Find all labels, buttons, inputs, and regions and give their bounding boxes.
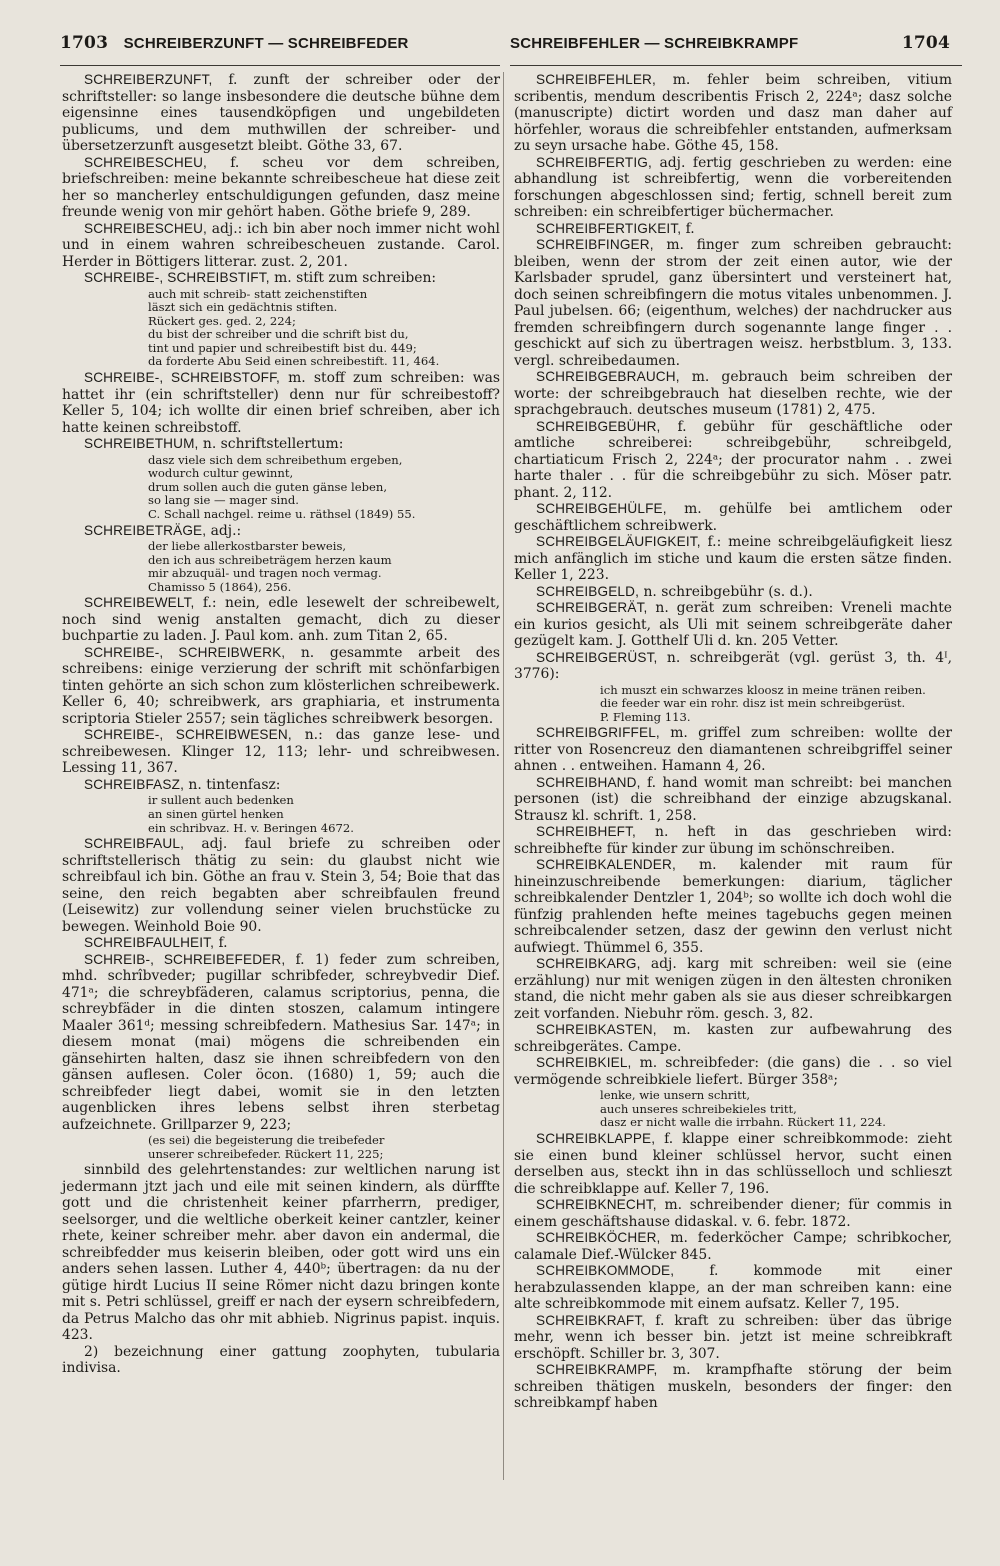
entry-definition: n. gerät zum schreiben: Vreneli machte ein kurios gesicht, als Uli mit seinem schreibgeräte daher gezügelt kam. J. Gotthelf Uli d. kn. 205 Vetter. <box>514 600 953 649</box>
entry-headword: SCHREIBHEFT, <box>536 824 636 840</box>
dictionary-entry <box>62 72 500 155</box>
dictionary-entry <box>62 270 500 287</box>
entry-definition: f. klappe einer schreibkommode: zieht sie einen bund kleiner schlüssel hervor, sucht einen derselben aus, steckt ihn in das schlüsselloch und schlieszt die schreibklappe auf. Keller 7, 196. <box>514 1131 952 1197</box>
dictionary-entry <box>62 645 500 728</box>
entry-definition: m. finger zum schreiben gebraucht: bleiben, wenn der strom der zeit einen autor, wie der Karlsbader sprudel, ganz übersintert und versteinert hat, doch seinen schreibfingern die motus vitales unbenommen. J. Paul jubelsen. 66; (eigenthum, welches) der nachdrucker aus fremden schreibfingern durch sogenannte lange finger . . geschickt auf sich zu übertragen weisz. herbstblum. 3, 133. vergl. schreibedaumen. <box>514 237 952 369</box>
dictionary-entry <box>514 501 952 534</box>
quotation-line: tint und papier und schreibestift bist du. 449; <box>148 340 417 355</box>
entry-headword: SCHREIBKIEL, <box>536 1055 632 1071</box>
dictionary-entry <box>514 72 952 155</box>
dictionary-entry <box>514 824 952 857</box>
dictionary-entry <box>514 1197 952 1230</box>
quotation-line: läszt sich ein gedächtnis stiften. <box>148 300 338 315</box>
entry-headword: SCHREIBFERTIGKEIT, <box>536 220 682 236</box>
dictionary-entry <box>62 221 500 271</box>
entry-definition: n. heft in das geschrieben wird: schreibhefte für kinder zur übung im schönschreiben. <box>514 824 952 857</box>
entry-definition: f. hand womit man schreibt: bei manchen personen (ist) die schreibhand der einzige abzugskanal. Strausz kl. schrift. 1, 258. <box>514 774 952 824</box>
entry-headword: SCHREIBERZUNFT, <box>84 72 213 87</box>
entry-definition: f.: meine schreibgeläufigkeit liesz mich anfänglich im stiche und kaum die ersten sätze finden. Keller 1, 223. <box>514 534 952 583</box>
entry-headword: SCHREIBGERÄT, <box>536 600 648 615</box>
entry-headword: SCHREIBFEHLER, <box>536 72 656 87</box>
quotation-line: auch mit schreib- statt zeichenstiften <box>148 286 368 301</box>
dictionary-entry <box>514 1131 952 1197</box>
dictionary-entry <box>514 1313 952 1363</box>
dictionary-entry <box>514 1022 952 1055</box>
dictionary-entry <box>514 650 952 683</box>
dictionary-entry <box>514 775 952 825</box>
quotation-line: (es sei) die begeisterung die treibefeder <box>148 1133 385 1148</box>
quotation-line: der liebe allerkostbarster beweis, <box>148 539 347 554</box>
entry-headword: SCHREIBKALENDER, <box>536 857 676 873</box>
entry-definition: adj. karg mit schreiben: weil sie (eine erzählung) nur mit wenigen zügen in den ältesten chroniken stand, die nicht mehr gaben als sie aus dieser schreibkargen zeit vorfanden. Niebuhr röm. gesch. 3, 82. <box>514 956 953 1022</box>
entry-headword: SCHREIBFINGER, <box>536 237 654 252</box>
dictionary-entry <box>62 595 500 645</box>
dictionary-entry <box>62 436 500 453</box>
dictionary-entry <box>62 155 500 221</box>
dictionary-entry <box>62 777 500 794</box>
left-page-number: 1703 <box>60 33 109 53</box>
entry-headword: SCHREIBGELD, <box>536 583 640 599</box>
dictionary-entry <box>514 956 952 1022</box>
quotation-line: da forderte Abu Seid einen schreibestift. 11, 464. <box>148 354 440 369</box>
quotation-line: P. Fleming 113. <box>600 709 691 724</box>
entry-definition: m. kalender mit raum für hineinzuschreibende bemerkungen: diarium, täglicher schreibkalender Dentzler 1, 204ᵇ; so wollte ich doch wohl die fünfzig prahlenden hefte meines tagebuchs gegen meinen schreibcalender setzen, dasz der gewinn den verlust nicht aufwiegt. Thümmel 6, 355. <box>514 857 952 956</box>
entry-definition: f. gebühr für geschäftliche oder amtliche schreiberei: schreibgebühr, schreibgeld, chartiaticum Frisch 2, 224ᵃ; der procurator nahm . . zwei harte thaler . . für die schreibgebühr zu sich. Möser patr. phant. 2, 112. <box>514 418 952 501</box>
entry-headword: SCHREIBKASTEN, <box>536 1022 657 1038</box>
dictionary-entry <box>514 369 952 419</box>
entry-headword: SCHREIBESCHEU, <box>84 154 207 170</box>
quotation-line: lenke, wie unsern schritt, <box>600 1088 751 1103</box>
quotation-line: dasz er nicht walle die irrbahn. Rückert 11, 224. <box>600 1115 886 1130</box>
dictionary-entry <box>514 1362 952 1412</box>
entry-headword: SCHREIBKÖCHER, <box>536 1230 661 1246</box>
entry-headword: SCHREIBGELÄUFIGKEIT, <box>536 534 701 549</box>
entry-definition: adj. fertig geschrieben zu werden: eine abhandlung ist schreibfertig, wenn die vorbereitenden forschungen abgeschlossen sind; fertig, schnell bereit zum schreiben: ein schreibfertiger büchermacher. <box>514 154 952 220</box>
entry-headword: SCHREIBFAULHEIT, <box>84 935 215 951</box>
entry-headword: SCHREIBKRAMPF, <box>536 1362 658 1378</box>
quotation-line: drum sollen auch die guten gänse leben, <box>148 479 388 494</box>
entry-definition: m. gehülfe bei amtlichem oder geschäftlichem schreibwerk. <box>514 501 952 534</box>
entry-definition: m. krampfhafte störung der beim schreiben thätigen muskeln, besonders der finger: den schreibkampf haben <box>514 1362 952 1412</box>
entry-definition: m. gebrauch beim schreiben der worte: der schreibgebrauch hat dieselben rechte, wie der sprachgebrauch. deutsches museum (1781) 2, 475. <box>514 369 952 418</box>
entry-definition: m. fehler beim schreiben, vitium scribentis, mendum describentis Frisch 2, 224ᵃ; dasz solche (manuscripte) dictirt worden und dasz man daher auf hörfehler, woraus die schreibfehler entstanden, aufmerksam zu seyn ursache habe. Göthe 45, 158. <box>514 72 952 154</box>
entry-definition: f. scheu vor dem schreiben, briefschreiben: meine bekannte schreibescheue hat diese zeit her so mancherley entschuldigungen gefunden, dasz meine freunde wenig von mir gehört haben. Göthe briefe 9, 289. <box>62 154 500 220</box>
quotation-line: Chamisso 5 (1864), 256. <box>148 579 292 594</box>
right-column <box>514 72 952 1412</box>
quotation-line: ir sullent auch bedenken <box>148 793 294 808</box>
verse-quotation <box>148 454 500 522</box>
dictionary-entry <box>514 1263 952 1313</box>
right-running-header <box>510 33 950 61</box>
entry-headword: SCHREIBFERTIG, <box>536 154 652 170</box>
dictionary-entry <box>62 523 500 540</box>
entry-definition: m. federköcher Campe; schribkocher, calamale Dief.-Wülcker 845. <box>514 1230 952 1263</box>
entry-headword: SCHREIBGEHÜLFE, <box>536 501 667 516</box>
entry-definition: m. stoff zum schreiben: was hattet ihr (ein schriftsteller) denn nur für schreibestoff? Keller 5, 104; ich wollte dir einen brief schreiben, aber ich hatte keinen schreibstoff. <box>62 370 501 436</box>
entry-headword: SCHREIBE-, SCHREIBWESEN, <box>84 727 292 743</box>
quotation-line: unserer schreibefeder. Rückert 11, 225; <box>148 1146 384 1161</box>
quotation-line: Rückert ges. ged. 2, 224; <box>148 313 296 328</box>
dictionary-entry <box>514 534 952 584</box>
entry-definition: f. <box>218 935 228 952</box>
dictionary-entry <box>514 857 952 956</box>
entry-headword: SCHREIBESCHEU, <box>84 220 207 236</box>
quotation-line: dasz viele sich dem schreibethum ergeben, <box>148 452 403 467</box>
dictionary-entry <box>62 370 500 436</box>
quotation-line: ich muszt ein schwarzes kloosz in meine tränen reiben. <box>600 682 926 697</box>
entry-headword: SCHREIBEWELT, <box>84 595 195 611</box>
entry-headword: SCHREIBHAND, <box>536 774 641 790</box>
entry-definition: m. schreibfeder: (die gans) die . . so viel vermögende schreibkiele liefert. Bürger 358ᵃ; <box>514 1055 952 1088</box>
verse-quotation <box>148 1134 500 1161</box>
entry-headword: SCHREIBFASZ, <box>84 776 184 792</box>
entry-headword: SCHREIBE-, SCHREIBSTOFF, <box>84 370 280 386</box>
entry-headword: SCHREIBGEBRAUCH, <box>536 369 680 384</box>
dictionary-entry <box>62 1344 500 1377</box>
quotation-line: mir abzuquäl- und tragen noch vermag. <box>148 566 382 581</box>
entry-headword: SCHREIBETRÄGE, <box>84 522 207 538</box>
dictionary-entry <box>514 155 952 221</box>
dictionary-entry <box>62 935 500 952</box>
entry-definition: m. kasten zur aufbewahrung des schreibgerätes. Campe. <box>514 1022 952 1055</box>
dictionary-entry <box>514 584 952 601</box>
entry-headword: SCHREIBKLAPPE, <box>536 1131 656 1147</box>
left-running-header <box>60 33 500 61</box>
quotation-line: ein schribvaz. H. v. Beringen 4672. <box>148 820 354 835</box>
entry-definition: f. kraft zu schreiben: über das übrige mehr, wenn ich besser bin. jetzt ist meine schreibkraft erschöpft. Schiller br. 3, 307. <box>514 1312 953 1362</box>
dictionary-entry <box>514 419 952 502</box>
entry-definition: f. <box>685 220 695 237</box>
quotation-line: du bist der schreiber und die schrift bist du, <box>148 327 409 342</box>
dictionary-entry <box>62 1162 500 1344</box>
quotation-line: C. Schall nachgel. reime u. räthsel (1849) 55. <box>148 506 416 521</box>
verse-quotation <box>600 684 952 725</box>
verse-quotation <box>148 794 500 835</box>
verse-quotation <box>148 540 500 594</box>
entry-headword: SCHREIB-, SCHREIBEFEDER, <box>84 951 286 967</box>
entry-headword: SCHREIBE-, SCHREIBSTIFT, <box>84 270 270 285</box>
right-header-rule <box>510 65 962 66</box>
entry-definition: n. schreibgerät (vgl. gerüst 3, th. 4ᴵ, 3776): <box>514 649 952 682</box>
entry-definition: adj.: <box>210 522 242 539</box>
dictionary-entry <box>514 237 952 369</box>
entry-definition: f. zunft der schreiber oder der schriftsteller: so lange insbesondere die deutsche bühne dem eigensinne eines tausendköpfigen und ungebildeten publicums, und dem muthwillen der schreiber- und übersetzerzunft ausgesetzt bleibt. Göthe 33, 67. <box>62 72 500 154</box>
entry-definition: sinnbild des gelehrtenstandes: zur weltlichen narung ist jedermann jtzt jach und eile mit seinen kindern, als dürffte gott und die christenheit keiner pfarrherrn, prediger, seelsorger, und die weltliche oberkeit keiner cantzler, keiner rhete, keiner schreiber mehr. aber davon ein andermal, die schreibfedder mus keiserin bleiben, oder gott wird uns ein anders sehen lassen. Luther 4, 440ᵇ; übertragen: da nu der gütige hirdt Lucius II seine Römer nicht dazu bringen konte mit s. Petri schlüssel, greiff er nach der eysern schreibfedern, da Petrus Malcho das ohr mit abhieb. Nigrinus papist. inquis. 423. <box>62 1162 500 1344</box>
quotation-line: die feeder war ein rohr. disz ist mein schreibgerüst. <box>600 696 906 711</box>
quotation-line: wodurch cultur gewinnt, <box>148 466 294 481</box>
entry-headword: SCHREIBE-, SCHREIBWERK, <box>84 644 286 660</box>
entry-headword: SCHREIBKOMMODE, <box>536 1263 675 1279</box>
quotation-line: so lang sie — mager sind. <box>148 493 299 508</box>
entry-headword: SCHREIBKRAFT, <box>536 1312 646 1328</box>
column-divider <box>503 72 504 1480</box>
right-page-number: 1704 <box>901 33 950 53</box>
left-header-keywords: SCHREIBERZUNFT — SCHREIBFEDER <box>123 35 409 52</box>
entry-definition: n. gesammte arbeit des schreibens: einige verzierung der schrift mit schönfarbigen tinten gehörte an sich schon zum klösterlichen schreibewerk. Keller 6, 40; schreibwerk, ars graphiaria, et instrumenta scriptoria Stieler 2557; sein tägliches schreibwerk besorgen. <box>62 644 501 727</box>
entry-definition: m. griffel zum schreiben: wollte der ritter von Rosencreuz den diamantenen schreibgriffel seiner ahnen . . entweihen. Hamann 4, 26. <box>514 725 952 775</box>
entry-definition: f.: nein, edle lesewelt der schreibewelt, noch sind wenig anstalten gemacht, dich zu dieser buchpartie zu laden. J. Paul kom. anh. zum Titan 2, 65. <box>62 595 500 645</box>
dictionary-entry <box>62 952 500 1134</box>
dictionary-entry <box>514 600 952 650</box>
entry-definition: n. schreibgebühr (s. d.). <box>643 583 813 600</box>
entry-headword: SCHREIBGERÜST, <box>536 649 658 665</box>
entry-headword: SCHREIBGRIFFEL, <box>536 725 660 741</box>
entry-definition: n. schriftstellertum: <box>202 436 344 453</box>
dictionary-entry <box>62 836 500 935</box>
entry-headword: SCHREIBETHUM, <box>84 436 199 452</box>
quotation-line: den ich aus schreibeträgem herzen kaum <box>148 552 392 567</box>
dictionary-entry <box>514 1055 952 1088</box>
quotation-line: an sinen gürtel henken <box>148 807 284 821</box>
entry-definition: n.: das ganze lese- und schreibewesen. Klinger 12, 113; lehr- und schreibwesen. Lessing 11, 367. <box>62 727 500 777</box>
entry-definition: m. schreibender diener; für commis in einem geschäftshause didaskal. v. 6. febr. 1872. <box>514 1197 952 1230</box>
entry-headword: SCHREIBKNECHT, <box>536 1197 657 1213</box>
dictionary-entry <box>514 725 952 775</box>
dictionary-entry <box>514 1230 952 1263</box>
dictionary-entry <box>514 221 952 238</box>
entry-headword: SCHREIBKARG, <box>536 956 641 972</box>
right-header-keywords: SCHREIBFEHLER — SCHREIBKRAMPF <box>510 35 799 52</box>
verse-quotation <box>148 288 500 370</box>
entry-definition: adj.: ich bin aber noch immer nicht wohl und in einem wahren schreibescheuen zustande. Carol. Herder in Böttigers litterar. zust. 2, 201. <box>62 220 500 270</box>
entry-headword: SCHREIBGEBÜHR, <box>536 418 661 434</box>
entry-definition: f. kommode mit einer herabzulassenden klappe, an der man schreiben kann: eine alte schreibkommode mit einem aufsatz. Keller 7, 195. <box>514 1263 952 1313</box>
entry-headword: SCHREIBFAUL, <box>84 836 185 852</box>
dictionary-entry <box>62 727 500 777</box>
verse-quotation <box>600 1089 952 1130</box>
left-column <box>62 72 500 1377</box>
entry-definition: f. 1) feder zum schreiben, mhd. schrîbveder; pugillar schribfeder, schreybvedir Dief. 471ᵃ; die schreybfäderen, calamus scriptorius, penna, die schreybfäder in die dinten stoszen, calamum intingere Maaler 361ᵈ; messing schreibfedern. Mathesius Sar. 147ᵃ; in diesem monat (mai) mögens die schreibenden ein gänsehirten halten, dasz sie ihnen schreibfedern von den gänsen auflesen. Coler öcon. (1680) 1, 59; auch die schreibfeder liegt dabei, womit sie in den letzten augenblicken ihres lebens selbst ihren sterbetag aufzeichnete. Grillparzer 9, 223; <box>62 951 500 1133</box>
entry-definition: n. tintenfasz: <box>188 776 281 793</box>
entry-definition: m. stift zum schreiben: <box>274 270 437 286</box>
entry-definition: adj. faul briefe zu schreiben oder schriftstellerisch thätig zu sein: du glaubst nicht wie schreibfaul ich bin. Göthe an frau v. Stein 3, 54; Boie that das seine, den reich begabten aber schreibfaulen freund (Leisewitz) zur vollendung seiner vielen bruchstücke zu bewegen. Weinhold Boie 90. <box>62 836 500 935</box>
entry-definition: 2) bezeichnung einer gattung zoophyten, tubularia indivisa. <box>62 1343 500 1377</box>
left-header-rule <box>60 65 500 66</box>
quotation-line: auch unseres schreibekieles tritt, <box>600 1101 797 1116</box>
